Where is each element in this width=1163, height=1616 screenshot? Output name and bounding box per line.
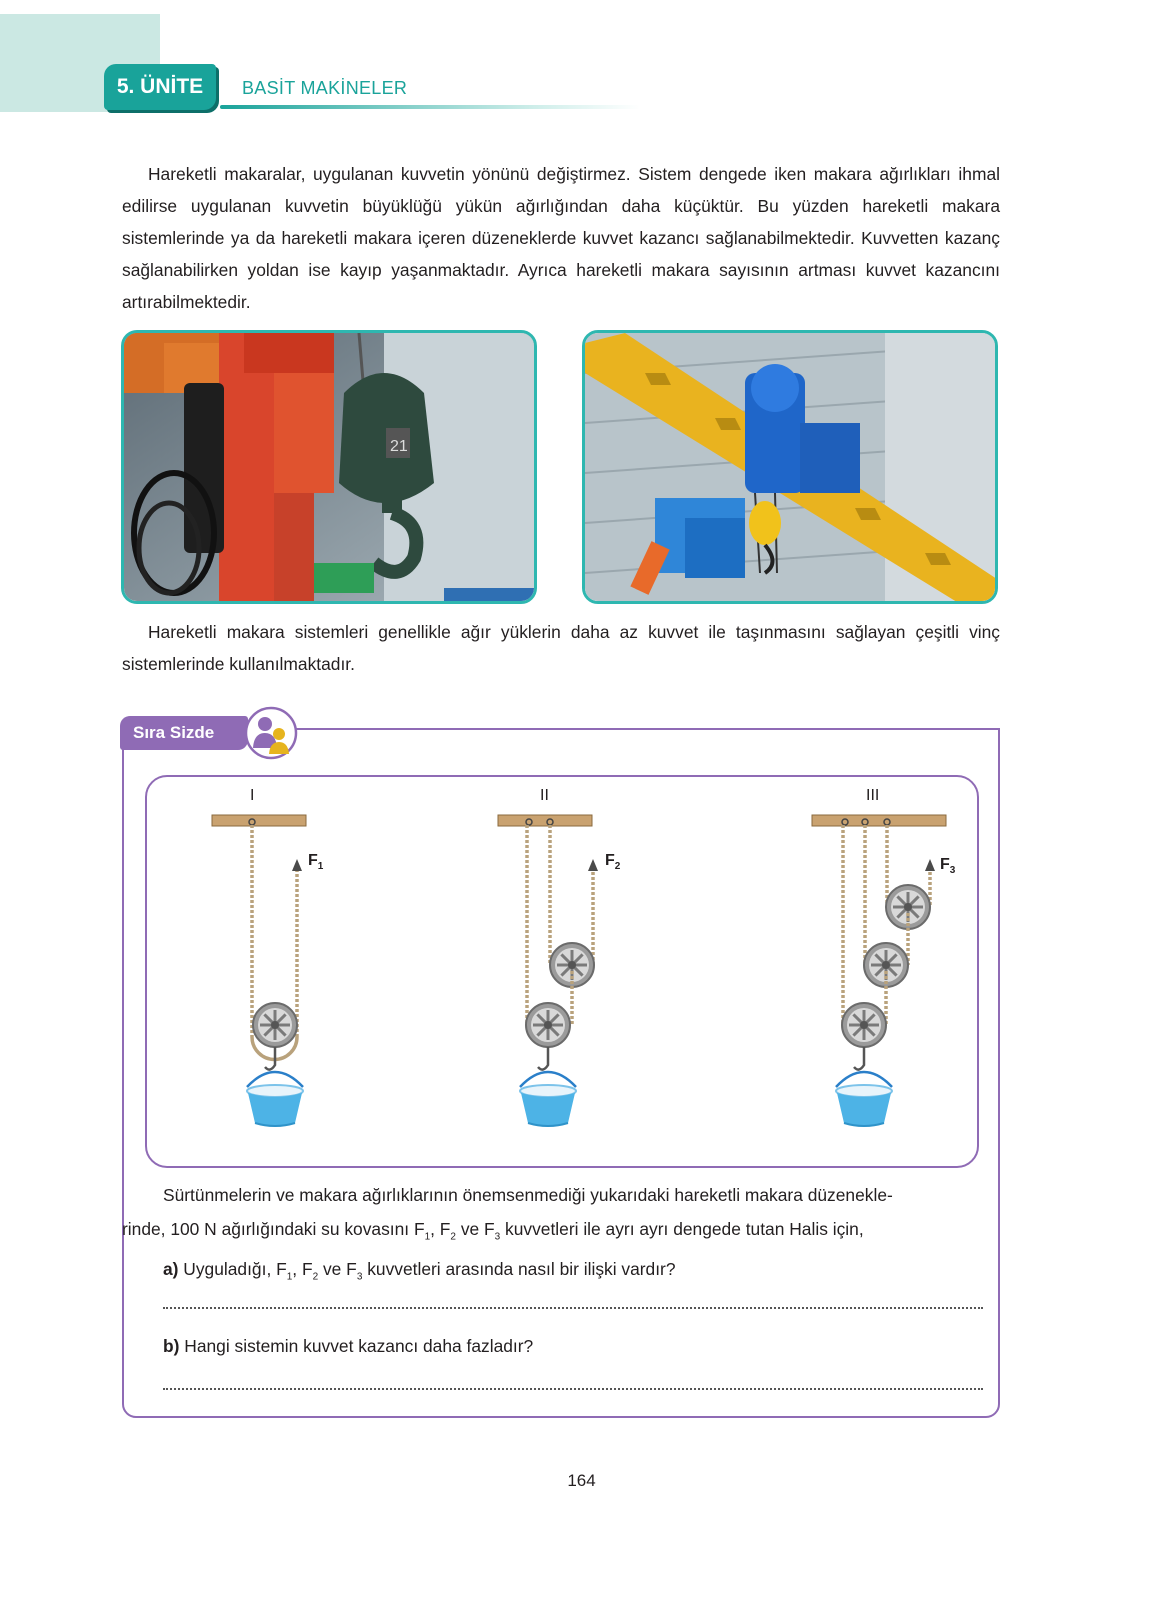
unit-title: BASİT MAKİNELER	[242, 78, 408, 98]
system-label-2: II	[540, 787, 549, 804]
photo-electric-hoist	[582, 330, 998, 604]
unit-badge: 5. ÜNİTE	[104, 64, 216, 110]
intro-paragraph: Hareketli makaralar, uygulanan kuvvetin yönünü değiştirmez. Sistem dengede iken makara ağırlıkları ihmal edilirse uygulanan kuvvetin büyüklüğü yükün ağırlığından daha küçüktür. Bu yüzden hareketli makara sistemlerinde ya da hareketli makara içeren düzeneklerde kuvvet kazancı sağlanabilmektedir. Kuvvetten kazanç sağlanabilirken yoldan ise kayıp yaşanmaktadır. Ayrıca hareketli makara sayısının artması kuvvet kazancını artırabilmektedir.	[122, 164, 1000, 312]
activity-tab: Sıra Sizde	[120, 716, 248, 750]
page-number: 164	[567, 1471, 596, 1490]
pulley-diagrams	[145, 775, 979, 1168]
question-intro-line-2: rinde, 100 N ağırlığındaki su kovasını $F_1$, $F_2$ ve $F_3$ kuvvetleri ile ayrı ayrı dengede tutan Halis için,	[122, 1219, 864, 1243]
force-label-f3: $F_3$	[940, 856, 956, 877]
answer-line-a[interactable]	[163, 1306, 983, 1309]
system-label-1: I	[250, 787, 255, 804]
question-b: b) Hangi sistemin kuvvet kazancı daha fazladır?	[163, 1336, 534, 1356]
people-icon	[244, 706, 298, 760]
answer-line-b[interactable]	[163, 1387, 983, 1390]
header-underline	[220, 105, 640, 109]
caption-paragraph: Hareketli makara sistemleri genellikle ağır yüklerin daha az kuvvet ile taşınmasını sağlayan çeşitli vinç sistemlerinde kullanılmaktadır.	[122, 622, 1000, 674]
svg-text:21: 21	[390, 438, 408, 455]
question-a: a) Uyguladığı, $F_1$, $F_2$ ve $F_3$ kuvvetleri arasında nasıl bir ilişki vardır?	[163, 1259, 676, 1283]
force-label-f2: $F_2$	[605, 852, 621, 873]
question-intro-line-1: Sürtünmelerin ve makara ağırlıklarının önemsenmediği yukarıdaki hareketli makara düzenekle-	[163, 1185, 893, 1205]
photo-hook-block	[121, 330, 537, 604]
force-label-f1: $F_1$	[308, 852, 324, 873]
system-label-3: III	[866, 787, 880, 804]
